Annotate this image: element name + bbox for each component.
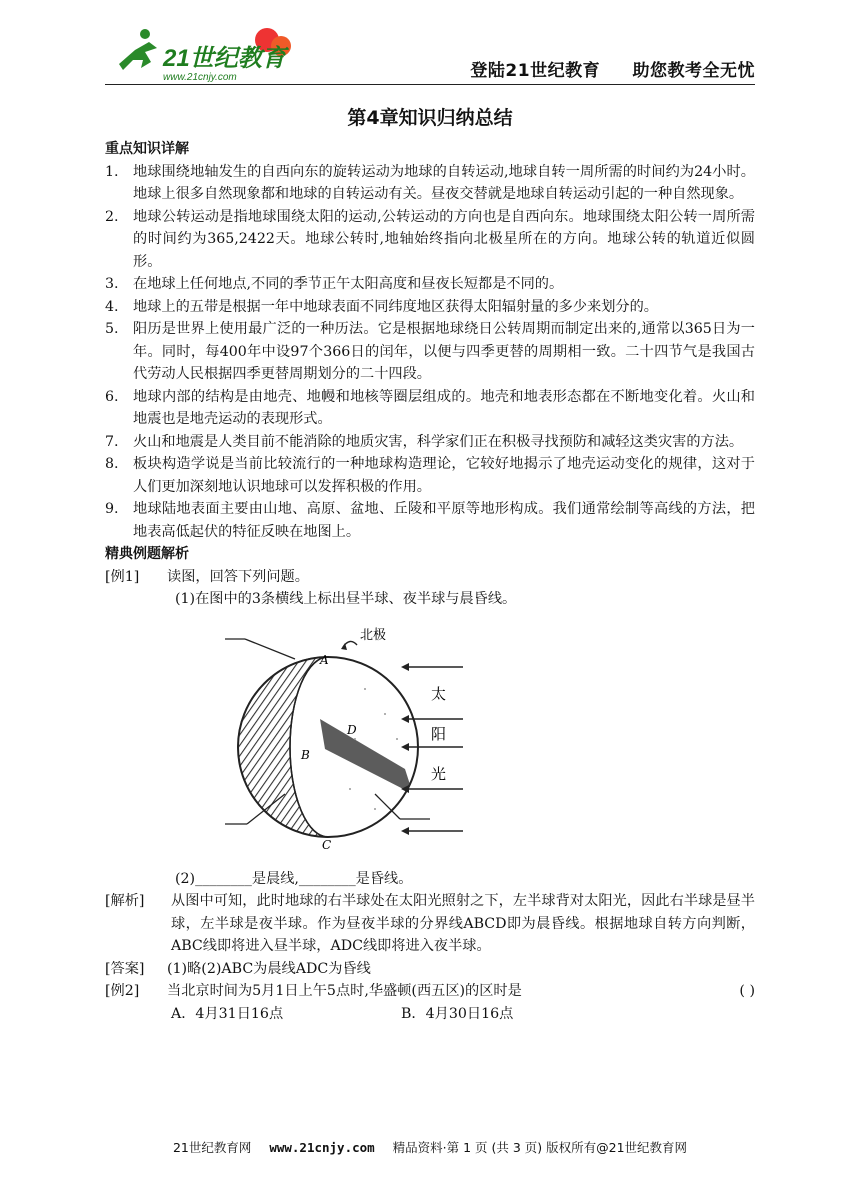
list-item — [105, 453, 755, 498]
slogan-left: 登陆21世纪教育 — [470, 61, 601, 81]
example-2-label: [例2] — [105, 983, 140, 999]
item-number: 8. — [105, 456, 119, 472]
analysis-text: 从图中可知，此时地球的右半球处在太阳光照射之下，左半球背对太阳光，因此右半球是昼半球，左半球是夜半球。作为昼夜半球的分界线ABCD即为晨昏线。根据地球自转方向判断，ABC线即将进入昼半球，ADC线即将进入夜半球。 — [171, 893, 755, 954]
item-number: 9. — [105, 501, 119, 517]
section-heading-knowledge: 重点知识详解 — [105, 141, 189, 157]
list-item — [105, 206, 755, 274]
earth-illumination-figure — [225, 619, 525, 864]
item-text: 在地球上任何地点,不同的季节正午太阳高度和昼夜长短都是不同的。 — [133, 276, 564, 292]
item-number: 7. — [105, 433, 119, 450]
answer-text: (1)略(2)ABC为晨线ADC为昏线 — [167, 960, 371, 977]
item-number: 2. — [105, 208, 119, 225]
item-text: 地球公转运动是指地球围绕太阳的运动,公转运动的方向也是自西向东。地球围绕太阳公转一周所需的时间约为365,2422天。地球公转时,地轴始终指向北极星所在的方向。地球公转的轨道近似圆形。 — [133, 208, 755, 270]
example-1-question-2: (2)________是晨线,________是昏线。 — [175, 870, 413, 887]
answer-block — [105, 958, 755, 981]
analysis-block — [105, 890, 755, 958]
header-slogan — [444, 56, 755, 81]
list-item — [105, 161, 755, 206]
footer-info: 精品资料·第 1 页 (共 3 页) 版权所有@21世纪教育网 — [392, 1140, 688, 1155]
example-1-question-1: (1)在图中的3条横线上标出昼半球、夜半球与晨昏线。 — [175, 591, 517, 607]
item-text: 地球内部的结构是由地壳、地幔和地核等圈层组成的。地壳和地表形态都在不断地变化着。火山和地震也是地壳运动的表现形式。 — [133, 388, 755, 427]
item-number: 6. — [105, 388, 119, 405]
example-2 — [105, 980, 755, 1003]
list-item — [105, 296, 755, 319]
site-logo — [105, 20, 305, 86]
list-item — [105, 318, 755, 386]
page-footer — [0, 1138, 860, 1156]
list-item — [105, 386, 755, 431]
page-title: 第4章知识归纳总结 — [347, 107, 513, 129]
item-text: 板块构造学说是当前比较流行的一种地球构造理论，它较好地揭示了地壳运动变化的规律，这对于人们更加深刻地认识地球可以发挥积极的作用。 — [133, 456, 755, 495]
example-1-label: [例1] — [105, 568, 140, 585]
option-a: A．4月31日16点 — [171, 1005, 284, 1022]
option-b: B．4月30日16点 — [401, 1005, 514, 1022]
analysis-label: [解析] — [105, 893, 145, 909]
footer-site: 21世纪教育网 — [172, 1140, 252, 1155]
point-c-label: C — [322, 837, 332, 852]
night-hemisphere — [238, 657, 328, 837]
sun-char-1: 太 — [431, 684, 447, 703]
example-1-text: 读图，回答下列问题。 — [167, 568, 309, 585]
item-text: 阳历是世界上使用最广泛的一种历法。它是根据地球绕日公转周期而制定出来的,通常以365日为一年。同时，每400年中设97个366日的闰年，以便与四季更替的周期相一致。二十四节气是我国古代劳动人民根据四季更替周期划分的二十四段。 — [133, 321, 755, 382]
item-number: 4. — [105, 298, 119, 315]
blank-line-1 — [245, 639, 295, 659]
point-b-label: B — [301, 747, 310, 762]
example-2-question: 当北京时间为5月1日上午5点时,华盛顿(西五区)的区时是 — [167, 983, 522, 999]
page-header — [105, 20, 755, 86]
list-item — [105, 431, 755, 454]
section-heading-examples: 精典例题解析 — [105, 546, 189, 562]
point-a-label: A — [320, 652, 329, 667]
slogan-right: 助您教考全无忧 — [632, 61, 755, 81]
answer-parentheses: ( ) — [739, 983, 755, 999]
point-d-label: D — [347, 722, 357, 737]
header-divider — [105, 84, 755, 85]
item-number: 5. — [105, 321, 119, 337]
item-number: 3. — [105, 276, 119, 292]
example-1 — [105, 566, 755, 589]
item-text: 火山和地震是人类目前不能消除的地质灾害，科学家们正在积极寻找预防和减轻这类灾害的方法。 — [133, 433, 744, 450]
shadow-band — [320, 719, 413, 794]
item-number: 1. — [105, 163, 119, 180]
logo-text: 21世纪教育 — [163, 45, 286, 72]
logo-url: www.21cnjy.com — [163, 72, 237, 83]
example-2-text — [167, 980, 755, 1003]
item-text: 地球上的五带是根据一年中地球表面不同纬度地区获得太阳辐射量的多少来划分的。 — [133, 298, 658, 315]
example-2-options — [105, 1003, 755, 1026]
north-pole-label: 北极 — [360, 627, 387, 643]
main-content — [105, 138, 755, 1025]
item-text: 地球陆地表面主要由山地、高原、盆地、丘陵和平原等地形构成。我们通常绘制等高线的方法，把地表高低起伏的特征反映在地图上。 — [133, 501, 755, 540]
footer-url: www.21cnjy.com — [269, 1140, 375, 1155]
earth-diagram — [225, 619, 525, 864]
sun-char-2: 阳 — [431, 724, 447, 743]
answer-label: [答案] — [105, 960, 145, 977]
list-item — [105, 273, 755, 296]
item-text: 地球围绕地轴发生的自西向东的旋转运动为地球的自转运动,地球自转一周所需的时间约为24小时。地球上很多自然现象都和地球的自转运动有关。昼夜交替就是地球自转运动引起的一种自然现象。 — [133, 163, 755, 202]
sun-char-3: 光 — [431, 764, 447, 783]
list-item — [105, 498, 755, 543]
